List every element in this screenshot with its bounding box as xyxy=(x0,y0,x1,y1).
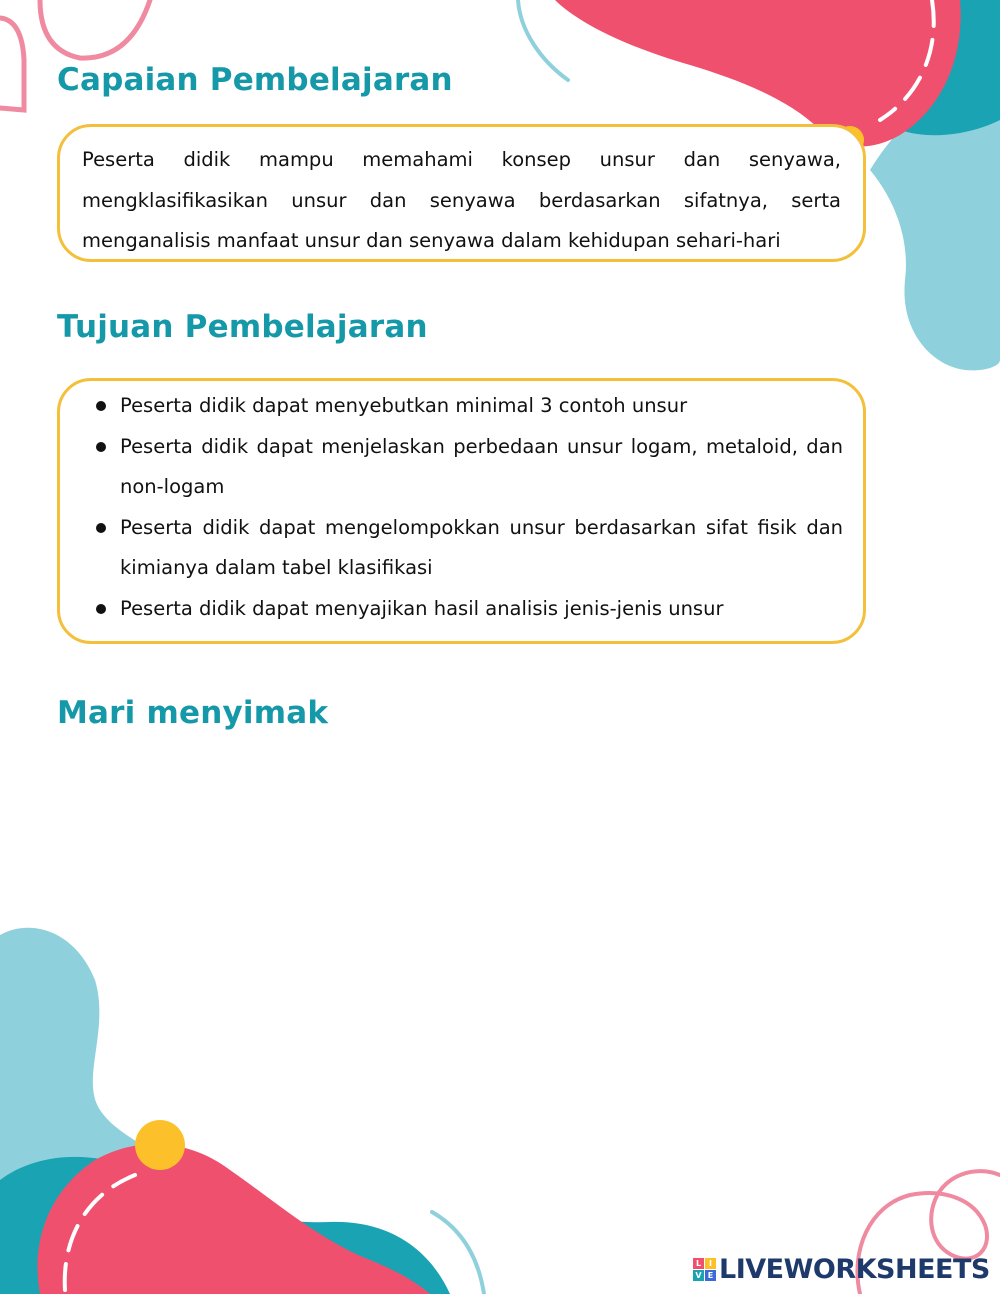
list-item xyxy=(60,589,863,630)
logo-badge-letter: L xyxy=(693,1258,704,1269)
list-item-text: Peserta didik dapat menyebutkan minimal 3 contoh unsur xyxy=(120,394,688,417)
logo-text: LIVEWORKSHEETS xyxy=(719,1253,990,1285)
bullet-icon xyxy=(96,604,106,614)
list-item xyxy=(60,508,863,589)
list-item-text: Peserta didik dapat mengelompokkan unsur berdasarkan sifat fisik dan kimianya dalam tabel klasifikasi xyxy=(120,515,843,579)
capaian-text: Peserta didik mampu memahami konsep unsur dan senyawa, mengklasifikasikan unsur dan senyawa berdasarkan sifatnya, serta menganalisis manfaat unsur dan senyawa dalam kehidupan sehari-hari xyxy=(82,148,841,252)
tujuan-heading: Tujuan Pembelajaran xyxy=(57,309,428,345)
logo-badge-letter: V xyxy=(693,1270,704,1281)
bullet-icon xyxy=(96,523,106,533)
capaian-heading: Capaian Pembelajaran xyxy=(57,62,453,98)
list-item xyxy=(60,386,863,427)
tujuan-list xyxy=(60,386,863,629)
bullet-icon xyxy=(96,401,106,411)
list-item xyxy=(60,427,863,508)
list-item-text: Peserta didik dapat menjelaskan perbedaan unsur logam, metaloid, dan non-logam xyxy=(120,434,843,498)
logo-badge-letter: E xyxy=(705,1270,716,1281)
logo-badge-letter: I xyxy=(705,1258,716,1269)
liveworksheets-logo[interactable] xyxy=(693,1253,990,1285)
menyimak-heading: Mari menyimak xyxy=(57,695,329,731)
tujuan-box xyxy=(57,378,866,644)
list-item-text: Peserta didik dapat menyajikan hasil analisis jenis-jenis unsur xyxy=(120,596,724,620)
bottom-left-pink-blob xyxy=(37,1144,430,1294)
top-right-thin-arc xyxy=(518,0,568,80)
logo-badge-icon xyxy=(693,1258,716,1281)
bullet-icon xyxy=(96,442,106,452)
capaian-box xyxy=(57,124,866,262)
bottom-left-yellow-dot xyxy=(135,1120,185,1170)
